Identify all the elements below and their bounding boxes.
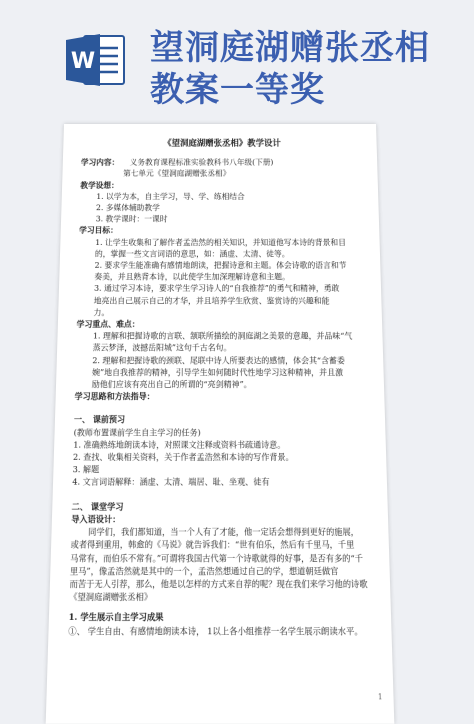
- svg-text:W: W: [70, 49, 96, 74]
- sub1-heading: 1. 学生展示自主学习成果: [68, 612, 164, 623]
- section1-line: 1. 准确熟练地朗读本诗，对照课文注释或资料书疏通诗意。: [73, 439, 286, 450]
- intro-label: 导入语设计：: [71, 513, 121, 525]
- banner-title-line2: 教案一等奖: [150, 70, 325, 110]
- content-row: [81, 157, 363, 168]
- content-line1: 义务教育课程标准实验教科书八年级(下册): [129, 157, 274, 167]
- document-body: [68, 138, 376, 638]
- keypoints-label: 学习重点、难点：: [76, 319, 140, 329]
- document-title: 《望洞庭湖赠张丞相》教学设计: [163, 137, 281, 148]
- keypoints-line: 1. 理解和把握诗歌的言联、颔联所描绘的洞庭湖之美景的意趣，并品味“气: [92, 331, 353, 341]
- design-item: 3. 教学课时：一课时: [95, 214, 168, 224]
- goals-line: 奏美，并且熟背本诗，以此使学生加深理解诗意和主题。: [94, 272, 290, 282]
- keypoints-line: 蒸云梦泽，波撼岳阳城”这句千古名句。: [92, 343, 232, 353]
- goals-line: 1. 让学生收集和了解作者孟浩然的相关知识，并知道他写本诗的背景和目: [95, 237, 347, 247]
- method-label: 学习思路和方法指导：: [74, 391, 155, 402]
- word-document-icon: [64, 28, 128, 92]
- intro-line: 而苦于无人引荐，那么，他是以怎样的方式来自荐的呢？现在我们来学习他的诗歌: [69, 578, 368, 590]
- goals-line: 2. 要求学生能准确有感情地朗读，把握诗意和主题。体会诗歌的语言和节: [94, 260, 347, 270]
- design-item: 2. 多媒体辅助教学: [95, 203, 160, 213]
- section1-line: 3. 解题: [72, 464, 100, 475]
- keypoints-line: 2. 理解和把握诗歌的颈联、尾联中诗人所要表达的感情，体会其“含蓄委: [92, 355, 345, 365]
- goals-line: 地亮出自己展示自己的才华，并且培养学生欣赏、鉴赏诗的兴趣和能: [93, 295, 330, 306]
- intro-line: 马常有，而伯乐不常有。”可谓将我国古代第一个诗歌就得的好事，是否有多的“千: [70, 552, 364, 564]
- sub1-line: ①、 学生自由、有感情地朗读本诗， 1以上各小组推荐一名学生展示朗读水平。: [68, 625, 363, 637]
- intro-line: 同学们，我们都知道，当一个人有了才能，他一定话会想得到更好的施展，: [88, 526, 360, 538]
- intro-line: 里马”，像孟浩然就是其中的一个，孟浩然想通过自己的学，想道朝廷做官: [69, 565, 339, 577]
- section1-line: 2. 查找、收集相关资料，关于作者孟浩然和本诗的写作背景。: [72, 452, 294, 463]
- content-label: 学习内容：: [80, 157, 120, 167]
- design-item: 1. 以学为本，自主学习，导、学、练相结合: [96, 191, 245, 201]
- intro-line: 《望洞庭湖赠张丞相》: [69, 591, 153, 603]
- content-line2: 第七单元《望洞庭湖赠张丞相》: [122, 169, 231, 179]
- intro-line: 或者得到重用，韩愈的《马说》就告诉我们：“世有伯乐，然后有千里马，千里: [70, 539, 355, 551]
- banner-title-line1: 望洞庭湖赠张丞相: [150, 28, 430, 68]
- goals-line: 力。: [93, 307, 110, 318]
- section1-line: (教师布置课前学生自主学习的任务): [73, 427, 201, 438]
- section1-heading: 一、 课前预习: [73, 414, 126, 425]
- banner: [0, 0, 474, 110]
- document-page: [46, 124, 395, 724]
- goals-line: 的，掌握一些文言词语的意思，如：涵虚、太清、徒等。: [94, 248, 290, 259]
- design-label: 教学设想：: [80, 180, 119, 190]
- goals-line: 3. 通过学习本诗，要求学生学习诗人的“自我推荐”的勇气和精神，勇敢: [93, 283, 340, 294]
- goals-label: 学习目标：: [78, 225, 118, 236]
- keypoints-line: 婉”地自我推荐的精神，引导学生如何随时代性地学习这种精神，并且激: [91, 367, 344, 378]
- section1-line: 4. 文言词语解释：涵虚、太清、端居、耻、坐观、徒有: [72, 477, 270, 488]
- page-number: 1: [378, 693, 383, 702]
- keypoints-line: 励他们应该有亮出自己的所谓的“亮剑精神”。: [91, 379, 252, 390]
- section2-heading: 二、 课堂学习: [71, 501, 124, 512]
- word-logo-graphic: [64, 28, 128, 92]
